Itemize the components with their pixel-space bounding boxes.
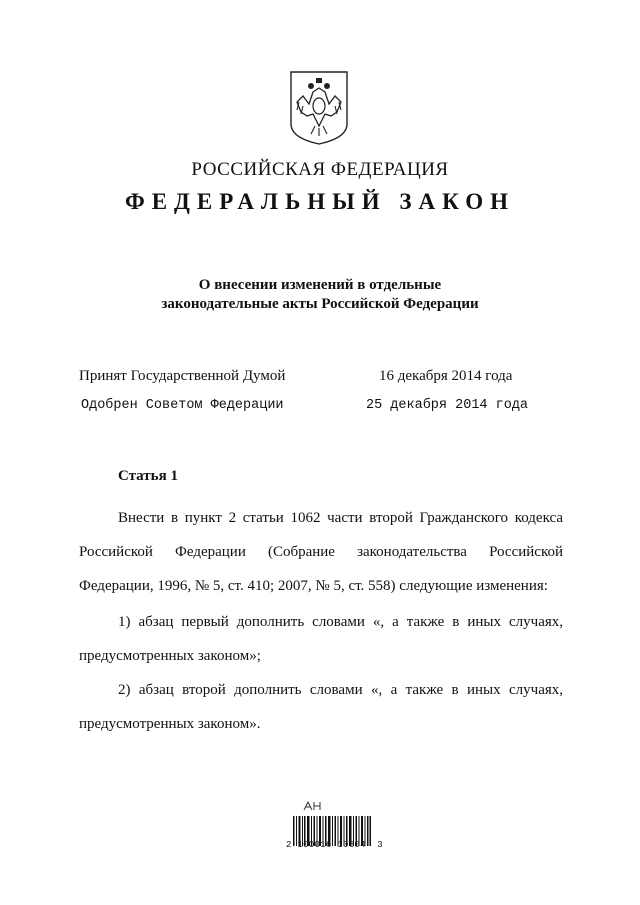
- adopted-by-duma-label: Принят Государственной Думой: [79, 368, 286, 384]
- barcode-number: 2 100016 10604 3: [286, 840, 383, 850]
- amendment-item-2-line: 2) абзац второй дополнить словами «, а также в иных случаях,: [118, 682, 563, 698]
- state-name: РОССИЙСКАЯ ФЕДЕРАЦИЯ: [191, 159, 449, 180]
- paragraph-line: Федерации, 1996, № 5, ст. 410; 2007, № 5, ст. 558) следующие изменения:: [79, 578, 548, 594]
- article-heading: Статья 1: [118, 468, 178, 484]
- amendment-item-2-line: предусмотренных законом».: [79, 716, 261, 732]
- law-title-line-2: законодательные акты Российской Федерации: [161, 296, 479, 312]
- scan-mark-icon: [302, 800, 324, 814]
- law-title-line-1: О внесении изменений в отдельные: [198, 277, 442, 293]
- paragraph-line: Внести в пункт 2 статьи 1062 части второй Гражданского кодекса: [118, 510, 563, 526]
- approved-by-council-label: Одобрен Советом Федерации: [81, 398, 284, 413]
- law-type-heading: ФЕДЕРАЛЬНЫЙ ЗАКОН: [124, 189, 516, 214]
- amendment-item-1-line: предусмотренных законом»;: [79, 648, 261, 664]
- double-headed-eagle-emblem-icon: [287, 68, 351, 146]
- adopted-by-duma-date: 16 декабря 2014 года: [379, 368, 513, 384]
- approved-by-council-date: 25 декабря 2014 года: [366, 398, 529, 413]
- amendment-item-1-line: 1) абзац первый дополнить словами «, а также в иных случаях,: [118, 614, 563, 630]
- paragraph-line: Российской Федерации (Собрание законодательства Российской: [79, 544, 563, 560]
